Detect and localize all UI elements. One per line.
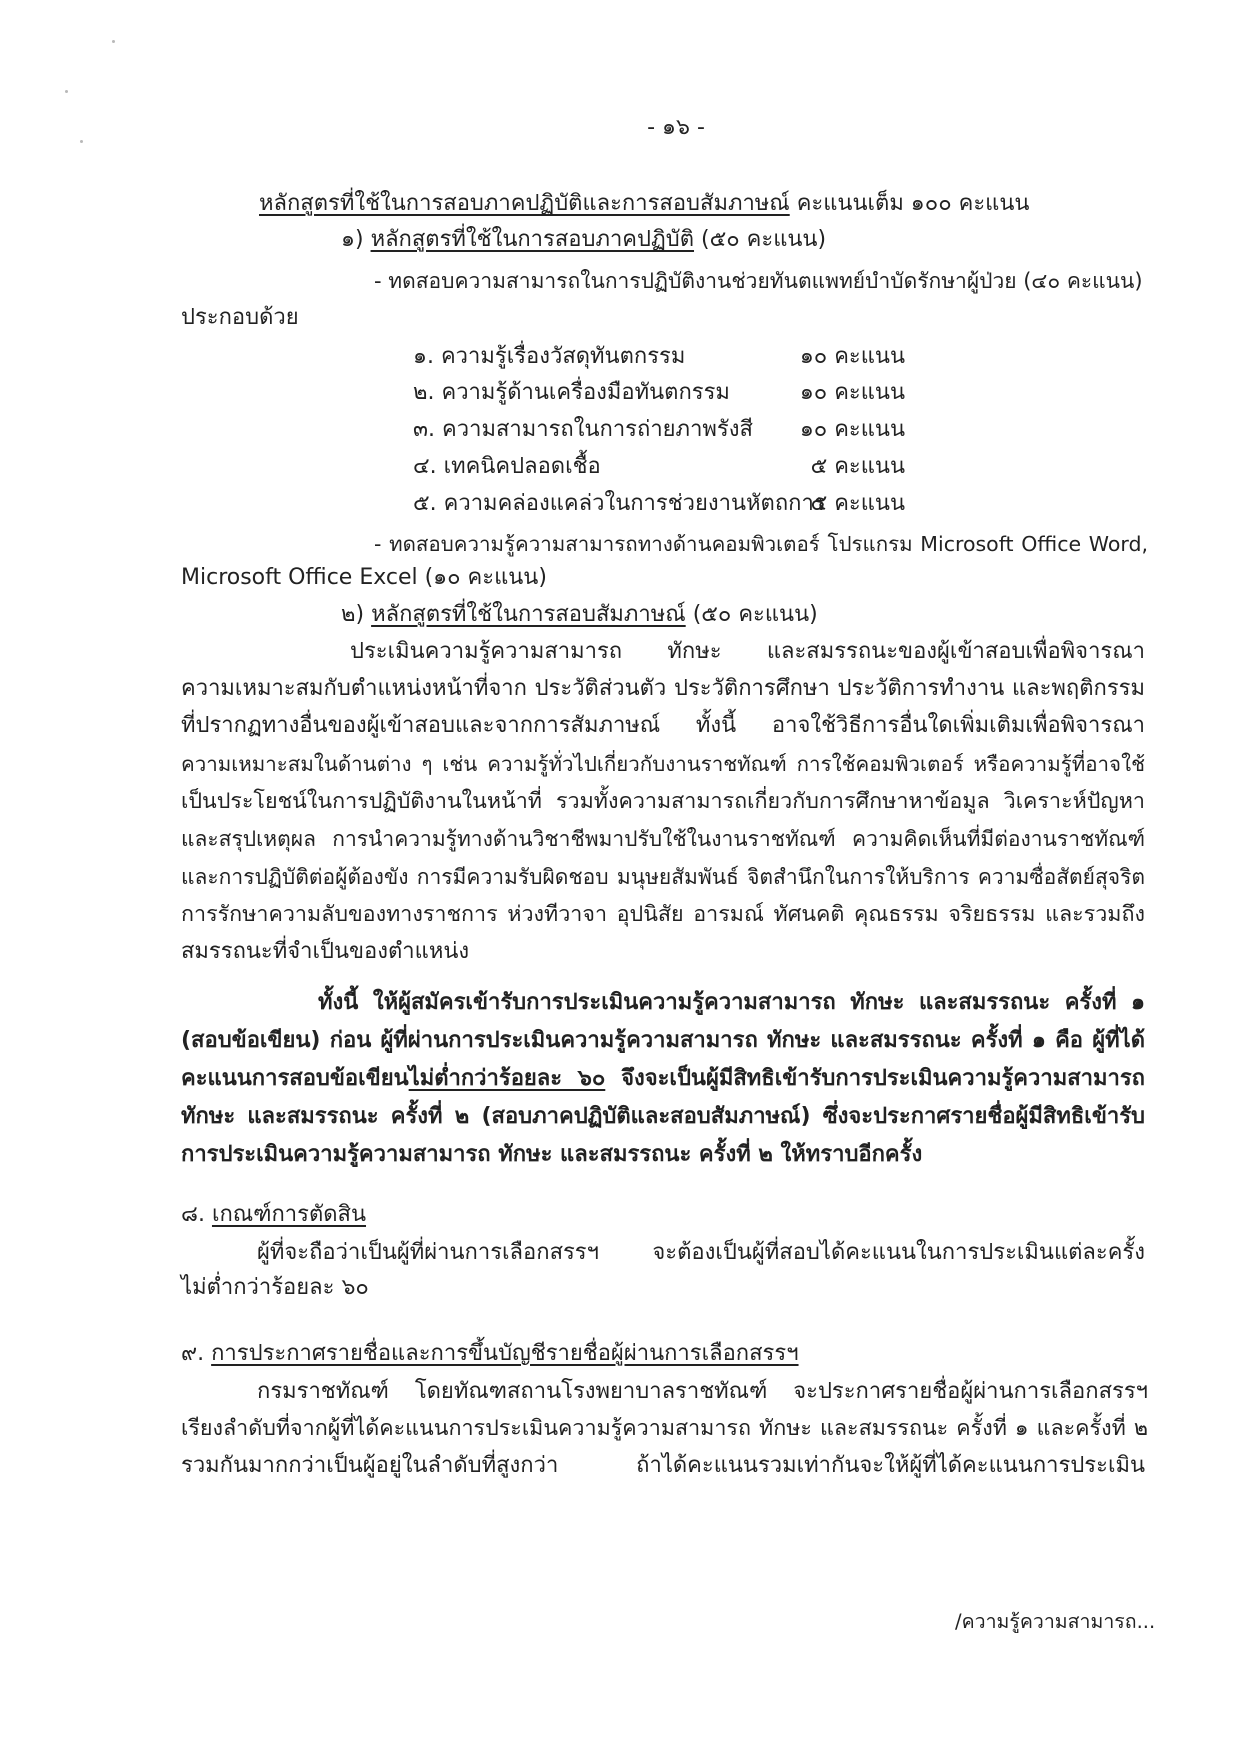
section8-heading: [181, 1200, 1145, 1230]
page-number: - ๑๖ -: [647, 115, 705, 140]
score-item-value: ๕ คะแนน: [810, 454, 905, 479]
interview-paragraph-line: ที่ปรากฏทางอื่นของผู้เข้าสอบและจากการสัมภาษณ์ ทั้งนี้ อาจใช้วิธีการอื่นใดเพิ่มเติมเพื่อพิจารณา: [181, 713, 1145, 738]
interview-title: หลักสูตรที่ใช้ในการสอบสัมภาษณ์: [371, 602, 686, 627]
interview-paragraph-line: และสรุปเหตุผล การนำความรู้ทางด้านวิชาชีพมาปรับใช้ในงานราชทัณฑ์ ความคิดเห็นที่มีต่องานราชทัณฑ์: [181, 827, 1145, 851]
note-minimum-score: ไม่ต่ำกว่าร้อยละ ๖๐: [408, 1066, 606, 1091]
interview-number: ๒): [341, 602, 365, 627]
score-item-value: ๑๐ คะแนน: [799, 344, 905, 369]
note-paragraph-line: (สอบข้อเขียน) ก่อน ผู้ที่ผ่านการประเมินความรู้ความสามารถ ทักษะ และสมรรถนะ ครั้งที่ ๑ คือ ผู้ที่ได้: [181, 1028, 1145, 1053]
score-item-label: ๓. ความสามารถในการถ่ายภาพรังสี: [413, 417, 753, 442]
note-line3-post: จึงจะเป็นผู้มีสิทธิเข้ารับการประเมินความรู้ความสามารถ: [621, 1066, 1145, 1091]
practical-test-1: - ทดสอบความสามารถในการปฏิบัติงานช่วยทันตแพทย์บำบัดรักษาผู้ป่วย (๔๐ คะแนน): [374, 269, 1143, 293]
section-heading-total: คะแนนเต็ม ๑๐๐ คะแนน: [796, 191, 1030, 216]
interview-paragraph-line: เป็นประโยชน์ในการปฏิบัติงานในหน้าที่ รวมทั้งความสามารถเกี่ยวกับการศึกษาหาข้อมูล วิเคราะห์ปัญหา: [181, 789, 1145, 814]
practical-test-2-line: Microsoft Office Excel (๑๐ คะแนน): [181, 565, 547, 590]
practical-title: หลักสูตรที่ใช้ในการสอบภาคปฏิบัติ: [370, 227, 695, 252]
score-item-label: ๔. เทคนิคปลอดเชื้อ: [413, 454, 601, 479]
section-heading: [259, 189, 1148, 219]
section9-line: เรียงลำดับที่จากผู้ที่ได้คะแนนการประเมินความรู้ความสามารถ ทักษะ และสมรรถนะ ครั้งที่ ๑ และครั้งที่ ๒: [181, 1416, 1148, 1441]
score-item-value: ๕ คะแนน: [810, 491, 905, 516]
footer-continuation: /ความรู้ความสามารถ...: [955, 1610, 1156, 1633]
section9-number: ๙.: [181, 1341, 205, 1366]
practical-heading: [341, 225, 1148, 255]
note-paragraph-line: ทักษะ และสมรรถนะ ครั้งที่ ๒ (สอบภาคปฏิบัติและสอบสัมภาษณ์) ซึ่งจะประกาศรายชื่อผู้มีสิทธิเข้ารับ: [181, 1104, 1145, 1129]
score-item-label: ๕. ความคล่องแคล่วในการช่วยงานหัตถการ: [413, 491, 826, 516]
practical-number: ๑): [341, 227, 364, 252]
interview-paragraph-line: ประเมินความรู้ความสามารถ ทักษะ และสมรรถนะของผู้เข้าสอบเพื่อพิจารณา: [350, 639, 1145, 664]
score-item: [413, 489, 905, 519]
note-line3-pre: คะแนนการสอบข้อเขียน: [181, 1066, 409, 1091]
interview-points: (๕๐ คะแนน): [692, 602, 818, 627]
interview-paragraph-line: สมรรถนะที่จำเป็นของตำแหน่ง: [181, 939, 470, 964]
interview-heading: [341, 600, 1148, 630]
section9-heading: [181, 1339, 1145, 1369]
section8-title: เกณฑ์การตัดสิน: [211, 1202, 367, 1227]
consists-of-label: ประกอบด้วย: [181, 305, 299, 330]
interview-paragraph-line: ความเหมาะสมในด้านต่าง ๆ เช่น ความรู้ทั่วไปเกี่ยวกับงานราชทัณฑ์ การใช้คอมพิวเตอร์ หรือความรู้ที่อาจใช้: [181, 752, 1145, 776]
practical-points: (๕๐ คะแนน): [701, 227, 827, 252]
scan-speck: [112, 40, 115, 43]
score-item: [413, 415, 905, 445]
interview-paragraph-line: การรักษาความลับของทางราชการ ห่วงทีวาจา อุปนิสัย อารมณ์ ทัศนคติ คุณธรรม จริยธรรม และรวมถึง: [181, 902, 1145, 927]
scan-speck: [80, 140, 83, 143]
scan-speck: [65, 90, 68, 93]
interview-paragraph-line: ความเหมาะสมกับตำแหน่งหน้าที่จาก ประวัติส่วนตัว ประวัติการศึกษา ประวัติการทำงาน และพฤติกรรม: [181, 676, 1145, 701]
interview-paragraph-line: และการปฏิบัติต่อผู้ต้องขัง การมีความรับผิดชอบ มนุษยสัมพันธ์ จิตสำนึกในการให้บริการ ความซื่อสัตย์สุจริต: [181, 865, 1145, 889]
note-paragraph-line: [181, 1064, 1145, 1094]
section8-line: ผู้ที่จะถือว่าเป็นผู้ที่ผ่านการเลือกสรรฯ จะต้องเป็นผู้ที่สอบได้คะแนนในการประเมินแต่ละครั้ง: [257, 1240, 1145, 1265]
note-paragraph-line: ทั้งนี้ ให้ผู้สมัครเข้ารับการประเมินความรู้ความสามารถ ทักษะ และสมรรถนะ ครั้งที่ ๑: [318, 990, 1145, 1015]
section9-line: กรมราชทัณฑ์ โดยทัณฑสถานโรงพยาบาลราชทัณฑ์ จะประกาศรายชื่อผู้ผ่านการเลือกสรรฯ: [257, 1379, 1148, 1404]
score-item-value: ๑๐ คะแนน: [799, 417, 905, 442]
section9-line: รวมกันมากกว่าเป็นผู้อยู่ในลำดับที่สูงกว่า ถ้าได้คะแนนรวมเท่ากันจะให้ผู้ที่ได้คะแนนการประเมิน: [181, 1453, 1145, 1478]
score-item: [413, 378, 905, 408]
section8-number: ๘.: [181, 1202, 205, 1227]
score-item: [413, 452, 905, 482]
note-paragraph-line: การประเมินความรู้ความสามารถ ทักษะ และสมรรถนะ ครั้งที่ ๒ ให้ทราบอีกครั้ง: [181, 1142, 923, 1167]
section8-line: ไม่ต่ำกว่าร้อยละ ๖๐: [181, 1275, 369, 1300]
score-item: [413, 342, 905, 372]
section9-title: การประกาศรายชื่อและการขึ้นบัญชีรายชื่อผู้ผ่านการเลือกสรรฯ: [211, 1341, 799, 1366]
score-item-label: ๒. ความรู้ด้านเครื่องมือทันตกรรม: [413, 380, 730, 405]
practical-test-2-line: - ทดสอบความรู้ความสามารถทางด้านคอมพิวเตอร์ โปรแกรม Microsoft Office Word,: [374, 532, 1148, 556]
section-heading-title: หลักสูตรที่ใช้ในการสอบภาคปฏิบัติและการสอบสัมภาษณ์: [259, 191, 790, 216]
score-item-label: ๑. ความรู้เรื่องวัสดุทันตกรรม: [413, 344, 686, 369]
score-item-value: ๑๐ คะแนน: [799, 380, 905, 405]
